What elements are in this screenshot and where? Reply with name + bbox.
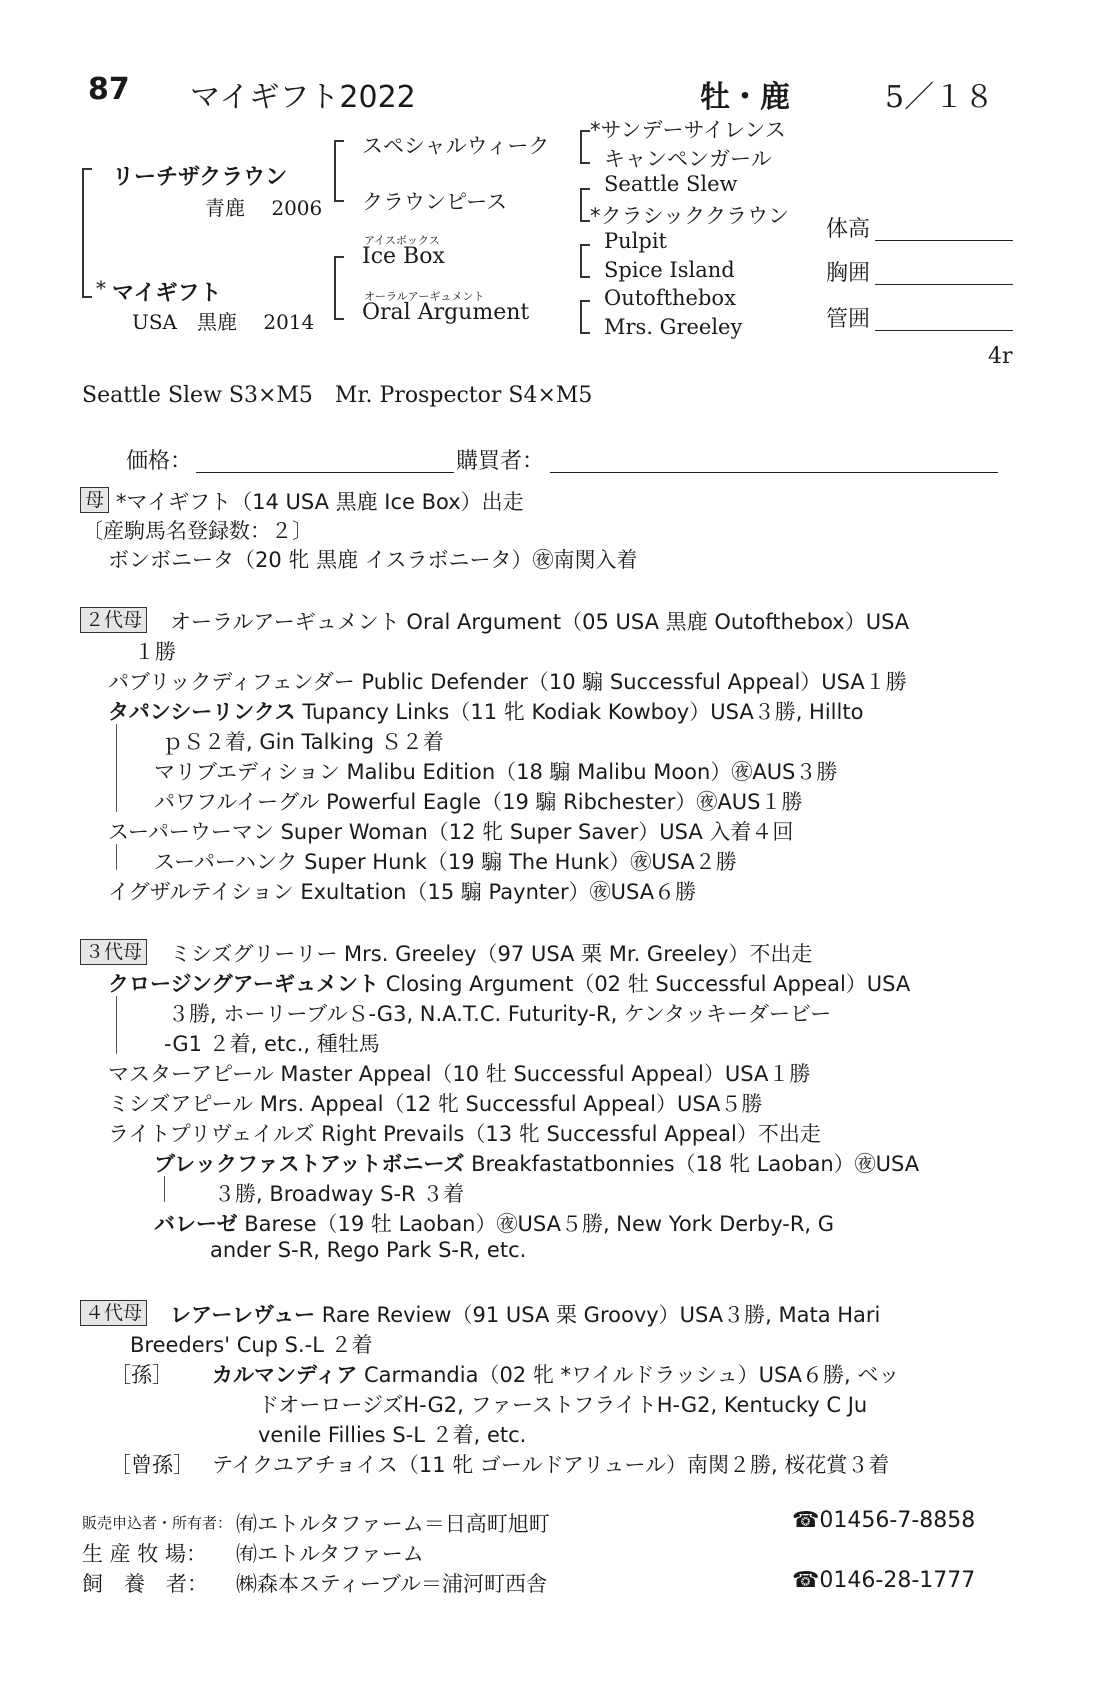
2dam-line-4-rest: Tupancy Links（11 牝 Kodiak Kowboy）USA３勝, Hillto [295, 700, 864, 724]
sale-date: 5／１８ [885, 80, 995, 115]
g3-6: Spice Island [604, 258, 735, 282]
bracket-g3-2 [580, 188, 590, 222]
g3-7: Outofthebox [604, 286, 736, 310]
3dam-line-2-rest: Closing Argument（02 牡 Successful Appeal）USA [379, 972, 911, 996]
raiser-tel: ☎0146-28-1777 [792, 1568, 976, 1593]
dam-dam-ruby: オーラルアーギュメント [364, 290, 485, 303]
g3-5: Pulpit [604, 229, 667, 253]
breeder-label: 生 産 牧 場： [82, 1542, 208, 1566]
dam-line-1: *マイギフト（14 USA 黒鹿 Ice Box）出走 [116, 490, 524, 514]
chest-line [875, 284, 1013, 285]
3dam-line-8-rest: Breakfastatbonnies（18 牝 Laoban）㊰USA [464, 1152, 920, 1176]
sire-name: リーチザクラウン [112, 165, 288, 190]
4dam-line-6: テイクユアチョイス（11 牝 ゴールドアリュール）南関２勝, 桜花賞３着 [212, 1453, 890, 1477]
4dam-great-grandchild-tag: ［曾孫］ [110, 1453, 194, 1477]
cannon-line [875, 330, 1013, 331]
seller-tel: ☎01456-7-8858 [792, 1508, 976, 1533]
3dam-line-6: ミシズアピール Mrs. Appeal（12 牝 Successful Appeal）USA５勝 [108, 1092, 763, 1116]
g3-2: キャンペンガール [604, 147, 772, 171]
3dam-line-7: ライトプリヴェイルズ Right Prevails（13 牝 Successful Appeal）不出走 [108, 1122, 821, 1146]
2dam-line-3: パブリックディフェンダー Public Defender（10 騸 Successful Appeal）USA１勝 [108, 670, 907, 694]
dam-line-3: ボンボニータ（20 牝 黒鹿 イスラボニータ）㊰南関入着 [108, 548, 638, 572]
2dam-line-8: スーパーウーマン Super Woman（12 牝 Super Saver）USA 入着４回 [108, 820, 794, 844]
buyer-label: 購買者： [456, 449, 545, 474]
price-line [196, 472, 454, 473]
bracket-g3-4 [580, 300, 590, 334]
sire-sire: スペシャルウィーク [362, 134, 550, 158]
4dam-line-1-name: レアーレヴュー [170, 1303, 316, 1327]
section-tag-4th-dam: ４代母 [80, 1300, 147, 1326]
dam-mark: * [96, 276, 106, 300]
sex-color: 牡・鹿 [700, 80, 790, 115]
4dam-line-3-rest: Carmandia（02 牝 *ワイルドラッシュ）USA６勝, ベッ [357, 1363, 900, 1387]
g3-8: Mrs. Greeley [604, 315, 743, 339]
bracket-dam [334, 256, 344, 320]
3dam-line-1: ミシズグリーリー Mrs. Greeley（97 USA 栗 Mr. Greeley）不出走 [170, 942, 813, 966]
raiser-label: 飼 養 者： [82, 1572, 208, 1596]
2dam-family-bar-2 [116, 844, 117, 870]
3dam-line-5: マスターアピール Master Appeal（10 牡 Successful Appeal）USA１勝 [108, 1062, 811, 1086]
inbreeding: Seattle Slew S3×M5 Mr. Prospector S4×M5 [82, 383, 593, 408]
dam-name: マイギフト [112, 281, 222, 306]
bracket-sire [334, 140, 344, 202]
sire-dam: クラウンピース [362, 190, 508, 214]
cannon-label: 管囲 [826, 307, 871, 332]
4dam-line-4: ドオーロージズH-G2, ファーストフライトH-G2, Kentucky C Ju [258, 1393, 868, 1417]
g3-1: *サンデーサイレンス [590, 118, 786, 142]
2dam-line-9: スーパーハンク Super Hunk（19 騸 The Hunk）㊰USA２勝 [154, 850, 737, 874]
3dam-line-10-rest: Barese（19 牡 Laoban）㊰USA５勝, New York Derby-R, G [237, 1212, 835, 1236]
seller-label: 販売申込者・所有者： [82, 1514, 233, 1532]
3dam-line-3: ３勝, ホーリーブルＳ-G3, N.A.T.C. Futurity-R, ケンタッキーダービー [168, 1002, 832, 1026]
4dam-grandchild-tag: ［孫］ [110, 1363, 173, 1387]
dam-sire: Ice Box [362, 244, 445, 269]
3dam-line-9: ３勝, Broadway S-R ３着 [214, 1182, 465, 1206]
g3-3: Seattle Slew [604, 172, 738, 196]
4dam-line-2: Breeders' Cup S.-L ２着 [130, 1333, 373, 1357]
3dam-line-4: -G1 ２着, etc., 種牡馬 [164, 1032, 380, 1056]
code: 4r [988, 344, 1013, 369]
section-tag-3rd-dam: ３代母 [80, 939, 147, 965]
4dam-line-5: venile Fillies S-L ２着, etc. [258, 1423, 527, 1447]
buyer-line [550, 472, 998, 473]
4dam-line-1-rest: Rare Review（91 USA 栗 Groovy）USA３勝, Mata Hari [315, 1303, 881, 1327]
dam-info: USA 黒鹿 2014 [132, 310, 315, 334]
3dam-line-11: ander S-R, Rego Park S-R, etc. [210, 1238, 527, 1262]
2dam-line-4-name: タパンシーリンクス [108, 700, 296, 724]
raiser: ㈱森本スティーブル＝浦河町西舎 [236, 1572, 548, 1596]
2dam-family-bar [116, 724, 117, 812]
sire-info: 青鹿 2006 [205, 196, 323, 220]
dam-line-2: 〔産駒馬名登録数：２〕 [82, 519, 313, 543]
dam-sire-ruby: アイスボックス [364, 234, 440, 247]
3dam-family-bar [116, 996, 117, 1054]
seller: ㈲エトルタファーム＝日高町旭町 [236, 1512, 550, 1536]
3dam-line-8-name: ブレックファストアットボニーズ [154, 1152, 465, 1176]
2dam-line-1: オーラルアーギュメント Oral Argument（05 USA 黒鹿 Outofthebox）USA [170, 610, 910, 634]
height-line [875, 240, 1013, 241]
bracket-g3-1 [580, 130, 590, 164]
height-label: 体高 [826, 217, 871, 242]
2dam-line-2: １勝 [134, 640, 176, 664]
2dam-line-6: マリブエディション Malibu Edition（18 騸 Malibu Moon）㊰AUS３勝 [154, 760, 838, 784]
pedigree-bracket [82, 168, 92, 298]
3dam-line-2-name: クロージングアーギュメント [108, 972, 380, 996]
4dam-line-3-name: カルマンディア [212, 1363, 358, 1387]
chest-label: 胸囲 [826, 261, 871, 286]
2dam-line-5: ｐＳ２着, Gin Talking Ｓ２着 [162, 730, 444, 754]
breeder: ㈲エトルタファーム [236, 1542, 424, 1566]
g3-4: *クラシッククラウン [590, 204, 790, 228]
section-tag-dam: 母 [80, 487, 109, 513]
3dam-family-bar-2 [164, 1176, 165, 1202]
2dam-line-10: イグザルテイション Exultation（15 騸 Paynter）㊰USA６勝 [108, 880, 697, 904]
3dam-line-10-name: バレーゼ [154, 1212, 238, 1236]
section-tag-2nd-dam: ２代母 [80, 607, 147, 633]
dam-dam: Oral Argument [362, 300, 530, 325]
bracket-g3-3 [580, 244, 590, 278]
2dam-line-7: パワフルイーグル Powerful Eagle（19 騸 Ribchester）㊰AUS１勝 [154, 790, 803, 814]
lot-number: 87 [88, 72, 130, 107]
price-label: 価格： [126, 449, 193, 474]
horse-name: マイギフト2022 [190, 80, 416, 115]
